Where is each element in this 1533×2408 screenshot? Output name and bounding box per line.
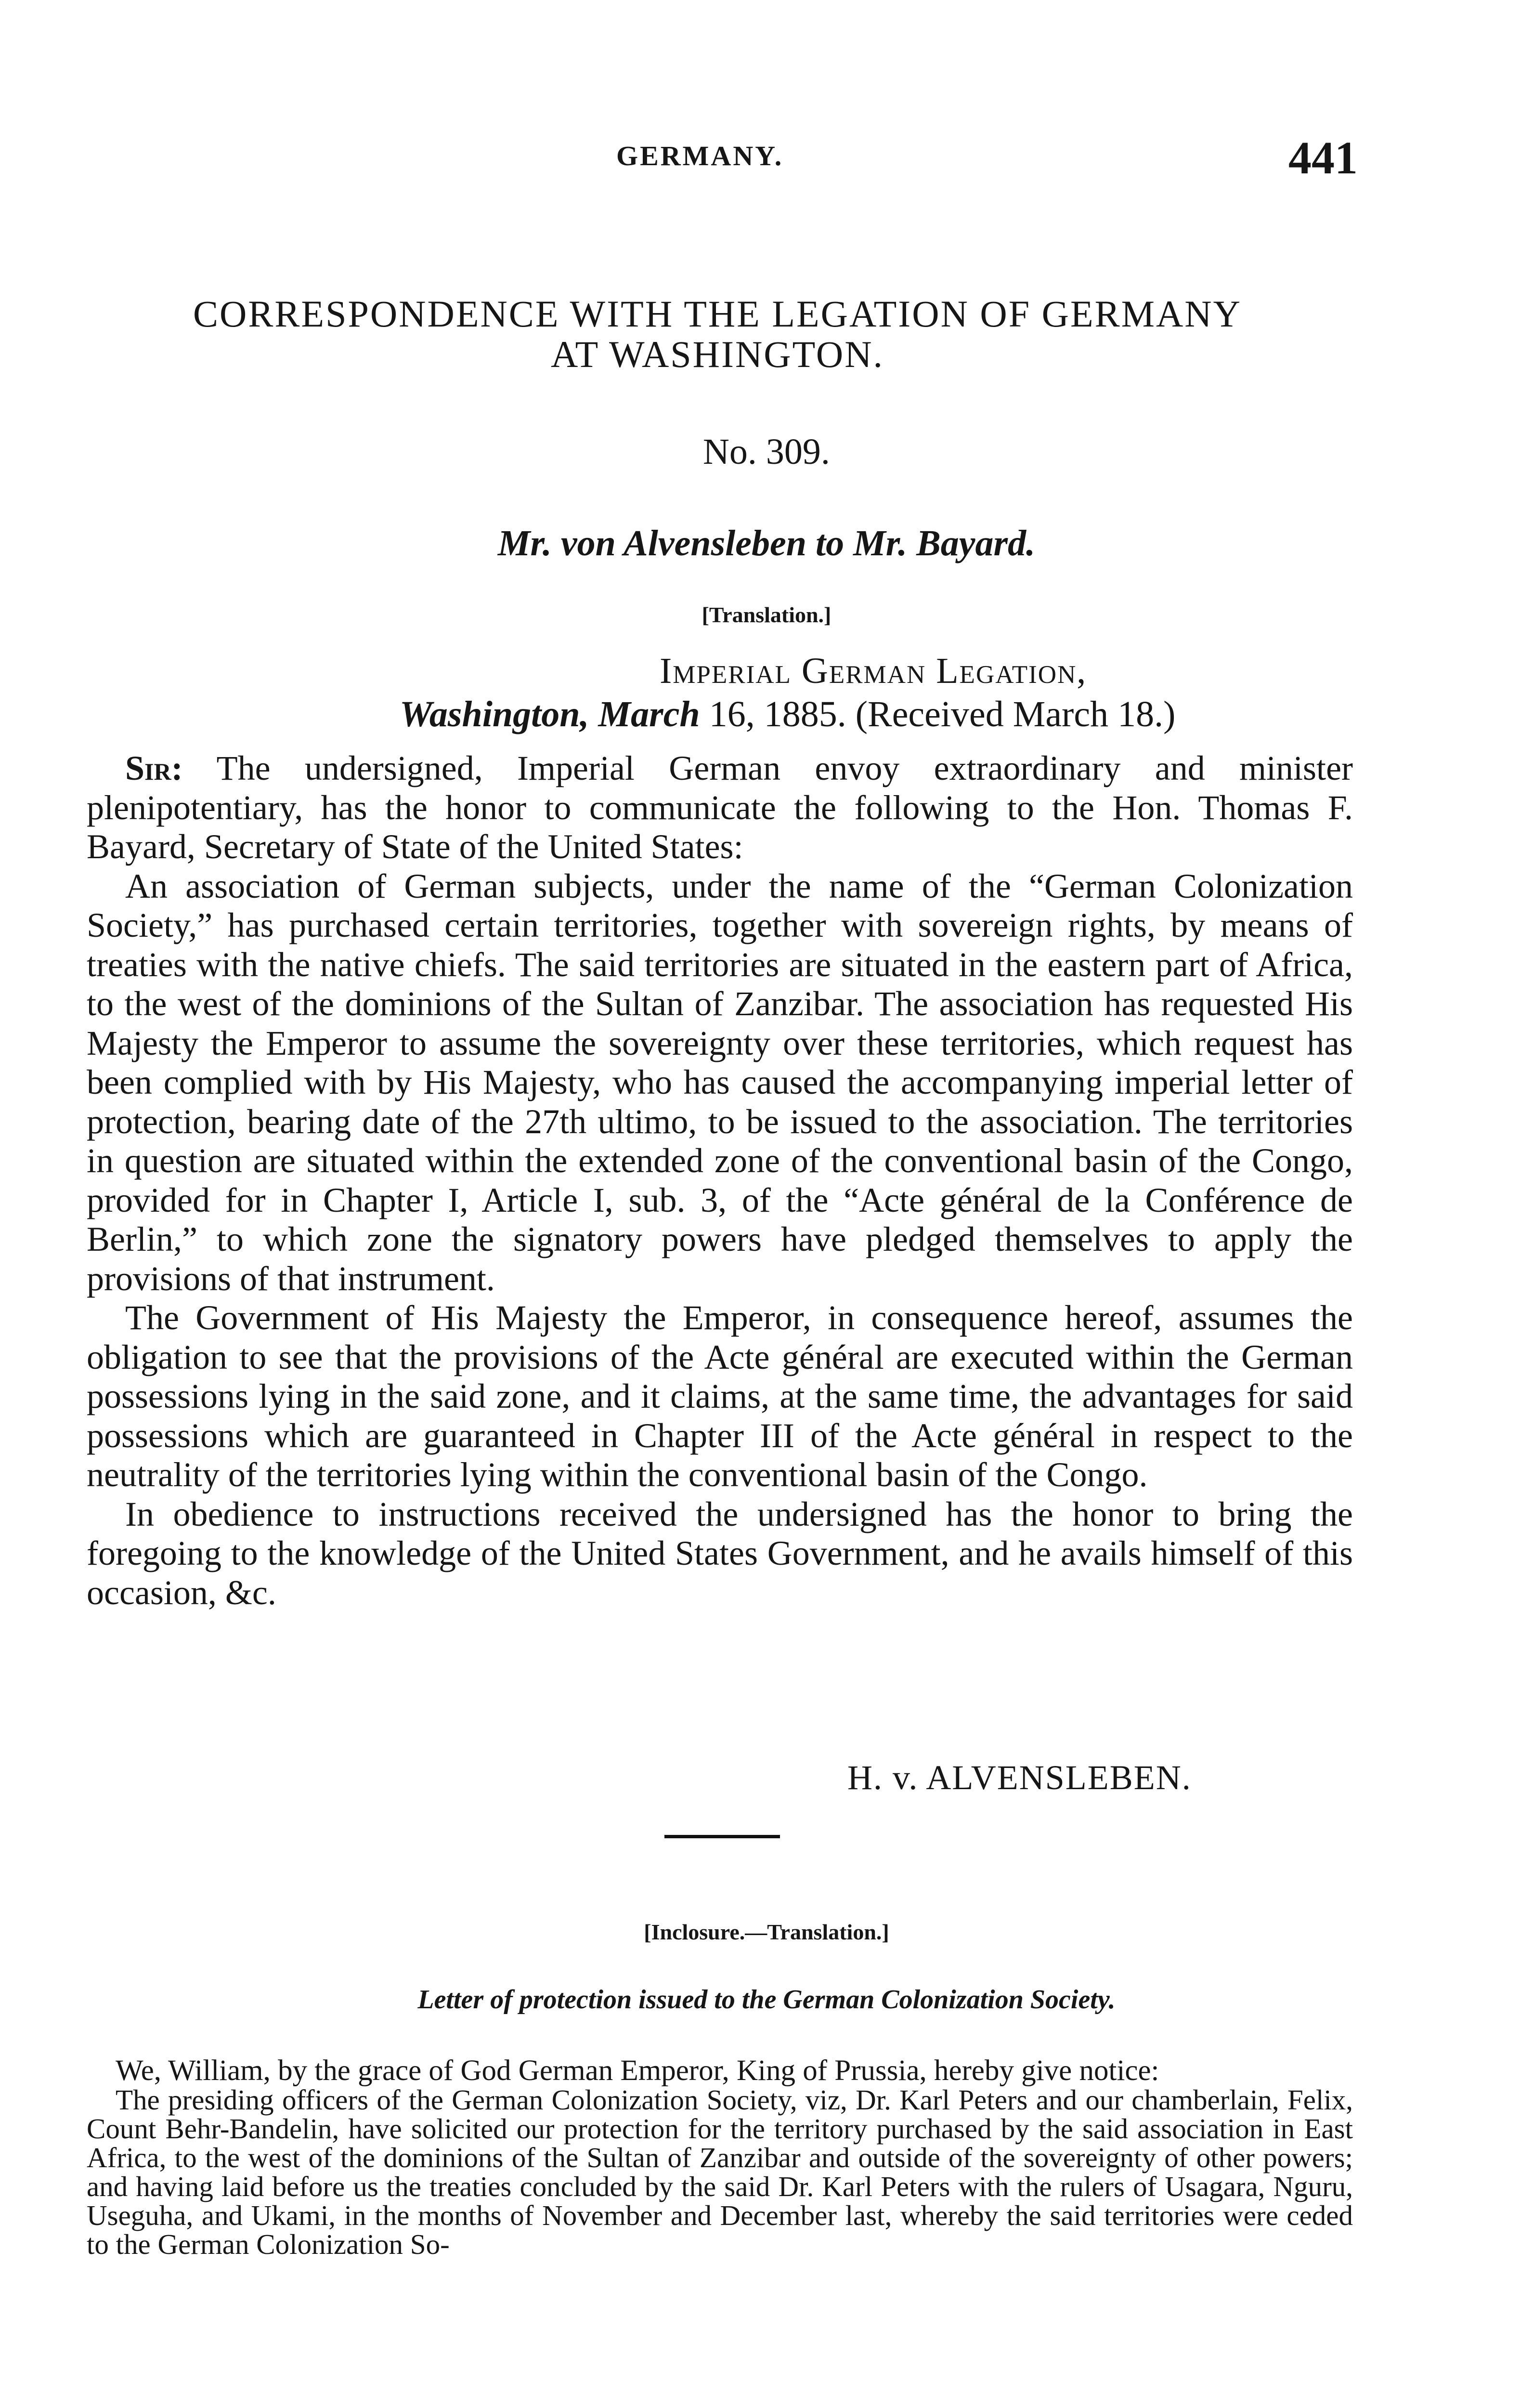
page-number: 441: [1288, 132, 1358, 183]
translation-note: [Translation.]: [702, 602, 831, 627]
section-divider: [664, 1835, 780, 1838]
inclosure-paragraph-2: The presiding officers of the German Colonization Society, viz, Dr. Karl Peters and our chamberlain, Felix, Count Behr-Bandelin, have solicited our protection for the territory purchased by the said association in East Africa, to the west of the dominions of the Sultan of Zanzibar and outside of the sovereignty of other powers; and having laid before us the treaties concluded by the said Dr. Karl Peters with the rulers of Usagara, Nguru, Useguha, and Ukami, in the months of November and December last, whereby the said territories were ceded to the German Colonization So-: [87, 2084, 1353, 2260]
section-title-line-1: CORRESPONDENCE WITH THE LEGATION OF GERMANY: [193, 293, 1242, 335]
document-heading: Mr. von Alvensleben to Mr. Bayard.: [497, 523, 1036, 563]
letter-paragraph-2: An association of German subjects, under the name of the “German Colonization Society,” has purchased certain territories, together with sovereign rights, by means of treaties with the native chiefs. The said territories are situated in the eastern part of Africa, to the west of the dominions of the Sultan of Zanzibar. The association has requested His Majesty the Emperor to assume the sovereignty over these territories, which request has been complied with by His Majesty, who has caused the accompanying imperial letter of protection, bearing date of the 27th ultimo, to be issued to the association. The territories in question are situated within the extended zone of the conventional basin of the Congo, provided for in Chapter I, Article I, sub. 3, of the “Acte général de la Conférence de Berlin,” to which zone the signatory powers have pledged themselves to apply the provisions of that instrument.: [87, 866, 1353, 1298]
letter-body: [87, 749, 1353, 1612]
dateline: [400, 694, 1175, 735]
letter-paragraph-1: [87, 749, 1353, 867]
letter-paragraph-4: In obedience to instructions received the undersigned has the honor to bring the foregoing to the knowledge of the United States Government, and he avails himself of this occasion, &c.: [87, 1494, 1353, 1612]
legation-line: Imperial German Legation,: [660, 651, 1087, 691]
letter-paragraph-1-text: The undersigned, Imperial German envoy extraordinary and minister plenipotentiary, has the honor to communicate the following to the Hon. Thomas F. Bayard, Secretary of State of the United States:: [87, 749, 1353, 866]
letter-paragraph-3: The Government of His Majesty the Emperor, in consequence hereof, assumes the obligation to see that the provisions of the Acte général are executed within the German possessions lying in the said zone, and it claims, at the same time, the advantages for said possessions which are guaranteed in Chapter III of the Acte général in respect to the neutrality of the territories lying within the conventional basin of the Congo.: [87, 1298, 1353, 1494]
salutation: Sir:: [125, 749, 183, 787]
signature: H. v. ALVENSLEBEN.: [847, 1758, 1192, 1797]
inclosure-body: [87, 2056, 1353, 2259]
section-title: [82, 294, 1353, 375]
inclosure-note: [Inclosure.—Translation.]: [644, 1920, 889, 1944]
dateline-place: Washington, March: [400, 694, 700, 734]
inclosure-heading: Letter of protection issued to the German Colonization Society.: [417, 1985, 1116, 2015]
document-number: No. 309.: [703, 432, 830, 472]
running-head: GERMANY.: [616, 140, 784, 171]
dateline-date: 16, 1885. (Received March 18.): [709, 694, 1176, 734]
inclosure-paragraph-1: We, William, by the grace of God German Emperor, King of Prussia, hereby give notice:: [116, 2055, 1159, 2087]
section-title-line-2: AT WASHINGTON.: [550, 333, 884, 375]
page-header: [616, 132, 1358, 193]
